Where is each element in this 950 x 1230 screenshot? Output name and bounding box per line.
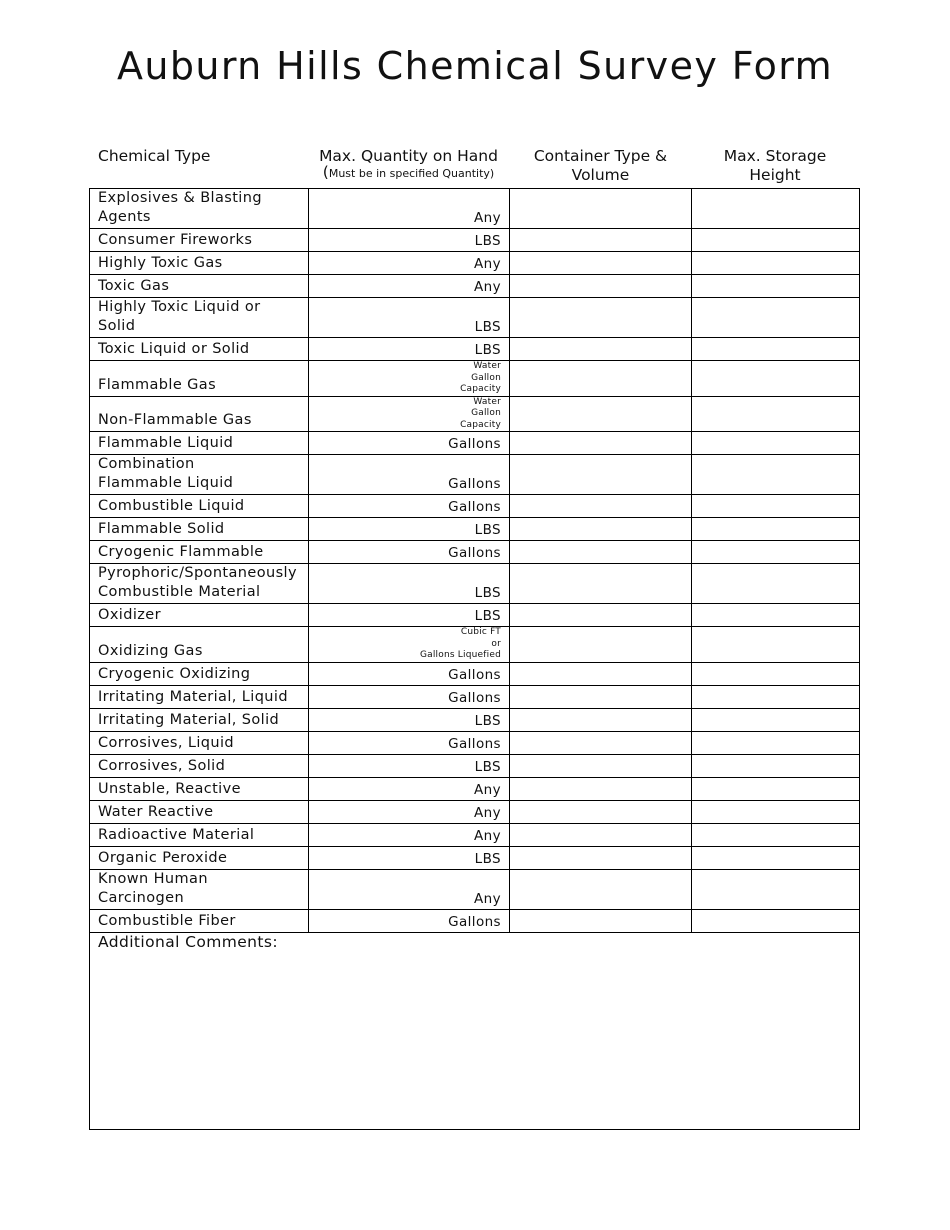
table-row xyxy=(90,662,860,685)
unit-line: Cubic FT xyxy=(460,627,501,637)
max-storage-height-cell[interactable] xyxy=(692,495,860,518)
max-quantity-unit-cell[interactable]: LBS xyxy=(309,298,510,338)
table-row xyxy=(90,777,860,800)
container-type-cell[interactable] xyxy=(510,685,692,708)
unit-line: Water xyxy=(473,361,501,371)
table-row xyxy=(90,455,860,495)
header-max-storage-height xyxy=(692,147,858,185)
container-type-cell[interactable] xyxy=(510,229,692,252)
max-storage-height-cell[interactable] xyxy=(692,361,860,397)
max-quantity-unit-cell[interactable]: Any xyxy=(309,800,510,823)
container-type-cell[interactable] xyxy=(510,495,692,518)
container-type-cell[interactable] xyxy=(510,731,692,754)
chemical-survey-table xyxy=(89,188,860,1130)
header-max-quantity-note-line xyxy=(308,163,509,181)
max-storage-height-cell[interactable] xyxy=(692,338,860,361)
max-storage-height-cell[interactable] xyxy=(692,229,860,252)
container-type-cell[interactable] xyxy=(510,564,692,604)
max-quantity-unit-cell[interactable]: Any xyxy=(309,869,510,909)
page-title: Auburn Hills Chemical Survey Form xyxy=(116,44,834,88)
additional-comments-label: Additional Comments: xyxy=(98,932,278,951)
max-storage-height-cell[interactable] xyxy=(692,396,860,432)
max-quantity-unit-cell[interactable] xyxy=(309,627,510,663)
container-type-cell[interactable] xyxy=(510,338,692,361)
table-row xyxy=(90,229,860,252)
chemical-type-cell: Flammable Solid xyxy=(90,518,309,541)
max-quantity-unit-cell[interactable]: Gallons xyxy=(309,541,510,564)
chemical-type-cell: Cryogenic Oxidizing xyxy=(90,662,309,685)
unit-line: Gallon xyxy=(471,372,501,383)
max-quantity-unit-cell[interactable]: Gallons xyxy=(309,662,510,685)
chemical-rows xyxy=(90,189,860,933)
chemical-type-cell: Toxic Gas xyxy=(90,275,309,298)
chemical-type-cell: Combination Flammable Liquid xyxy=(90,455,309,495)
max-quantity-unit-cell[interactable]: Any xyxy=(309,777,510,800)
unit-line: or xyxy=(491,638,501,649)
max-storage-height-cell[interactable] xyxy=(692,275,860,298)
container-type-cell[interactable] xyxy=(510,869,692,909)
max-quantity-unit-cell[interactable]: LBS xyxy=(309,708,510,731)
container-type-cell[interactable] xyxy=(510,708,692,731)
chemical-type-cell: Flammable Liquid xyxy=(90,432,309,455)
container-type-cell[interactable] xyxy=(510,800,692,823)
max-storage-height-cell[interactable] xyxy=(692,298,860,338)
chemical-type-cell: Non-Flammable Gas xyxy=(90,396,309,432)
container-type-cell[interactable] xyxy=(510,396,692,432)
chemical-type-cell: Radioactive Material xyxy=(90,823,309,846)
max-quantity-unit-cell[interactable] xyxy=(309,361,510,397)
table-row xyxy=(90,627,860,663)
chemical-type-cell: Irritating Material, Solid xyxy=(90,708,309,731)
chemical-type-cell: Water Reactive xyxy=(90,800,309,823)
max-quantity-unit-cell[interactable]: Any xyxy=(309,823,510,846)
max-quantity-unit-cell[interactable]: LBS xyxy=(309,229,510,252)
chemical-type-cell: Highly Toxic Gas xyxy=(90,252,309,275)
container-type-cell[interactable] xyxy=(510,455,692,495)
chemical-type-cell: Organic Peroxide xyxy=(90,846,309,869)
table-row xyxy=(90,604,860,627)
max-quantity-unit-cell[interactable]: LBS xyxy=(309,754,510,777)
table-row xyxy=(90,361,860,397)
container-type-cell[interactable] xyxy=(510,518,692,541)
unit-line: Gallon xyxy=(471,408,501,418)
max-quantity-unit-cell[interactable]: Gallons xyxy=(309,685,510,708)
table-row xyxy=(90,685,860,708)
table-row xyxy=(90,432,860,455)
container-type-cell[interactable] xyxy=(510,909,692,932)
container-type-cell[interactable] xyxy=(510,189,692,229)
chemical-type-cell: Known Human Carcinogen xyxy=(90,869,309,909)
table-row xyxy=(90,869,860,909)
table-row xyxy=(90,298,860,338)
table-row xyxy=(90,189,860,229)
max-storage-height-cell[interactable] xyxy=(692,708,860,731)
header-max-quantity-paren: ( xyxy=(322,163,329,181)
container-type-cell[interactable] xyxy=(510,627,692,663)
container-type-cell[interactable] xyxy=(510,754,692,777)
max-quantity-unit-cell[interactable]: LBS xyxy=(309,846,510,869)
container-type-cell[interactable] xyxy=(510,252,692,275)
table-row xyxy=(90,846,860,869)
additional-comments-field[interactable] xyxy=(90,932,860,1129)
max-storage-height-cell[interactable] xyxy=(692,564,860,604)
header-storage-line1: Max. Storage xyxy=(723,147,827,165)
max-storage-height-cell[interactable] xyxy=(692,909,860,932)
table-row xyxy=(90,338,860,361)
comments-row xyxy=(90,932,860,1129)
unit-line: Water xyxy=(473,396,501,407)
unit-line: Capacity xyxy=(460,419,501,430)
container-type-cell[interactable] xyxy=(510,823,692,846)
table-row xyxy=(90,396,860,432)
max-storage-height-cell[interactable] xyxy=(692,846,860,869)
table-row xyxy=(90,800,860,823)
table-row xyxy=(90,518,860,541)
chemical-type-cell: Cryogenic Flammable xyxy=(90,541,309,564)
max-storage-height-cell[interactable] xyxy=(692,252,860,275)
max-quantity-unit-cell[interactable]: LBS xyxy=(309,338,510,361)
unit-line: Gallons Liquefied xyxy=(419,650,501,660)
max-storage-height-cell[interactable] xyxy=(692,662,860,685)
max-storage-height-cell[interactable] xyxy=(692,604,860,627)
chemical-type-cell: Pyrophoric/Spontaneously Combustible Material xyxy=(90,564,309,604)
max-quantity-unit-cell[interactable]: Gallons xyxy=(309,731,510,754)
max-storage-height-cell[interactable] xyxy=(692,754,860,777)
container-type-cell[interactable] xyxy=(510,432,692,455)
max-storage-height-cell[interactable] xyxy=(692,455,860,495)
table-row xyxy=(90,275,860,298)
max-storage-height-cell[interactable] xyxy=(692,869,860,909)
chemical-type-cell: Flammable Gas xyxy=(90,361,309,397)
max-quantity-unit-cell[interactable]: Gallons xyxy=(309,432,510,455)
container-type-cell[interactable] xyxy=(510,846,692,869)
container-type-cell[interactable] xyxy=(510,662,692,685)
table-row xyxy=(90,909,860,932)
table-row xyxy=(90,495,860,518)
chemical-type-cell: Toxic Liquid or Solid xyxy=(90,338,309,361)
max-storage-height-cell[interactable] xyxy=(692,518,860,541)
max-quantity-unit-cell[interactable]: Gallons xyxy=(309,455,510,495)
header-container-line1: Container Type & xyxy=(533,147,668,165)
table-row xyxy=(90,252,860,275)
header-chemical-type: Chemical Type xyxy=(98,147,211,165)
max-quantity-unit-cell[interactable]: LBS xyxy=(309,604,510,627)
chemical-type-cell: Oxidizing Gas xyxy=(90,627,309,663)
max-storage-height-cell[interactable] xyxy=(692,823,860,846)
chemical-type-cell: Combustible Fiber xyxy=(90,909,309,932)
chemical-type-cell: Combustible Liquid xyxy=(90,495,309,518)
container-type-cell[interactable] xyxy=(510,361,692,397)
header-max-quantity xyxy=(308,147,509,180)
table-row xyxy=(90,823,860,846)
table-row xyxy=(90,731,860,754)
max-storage-height-cell[interactable] xyxy=(692,731,860,754)
chemical-type-cell: Consumer Fireworks xyxy=(90,229,309,252)
max-storage-height-cell[interactable] xyxy=(692,189,860,229)
chemical-type-cell: Irritating Material, Liquid xyxy=(90,685,309,708)
container-type-cell[interactable] xyxy=(510,604,692,627)
max-storage-height-cell[interactable] xyxy=(692,685,860,708)
max-quantity-unit-cell[interactable]: Gallons xyxy=(309,909,510,932)
max-storage-height-cell[interactable] xyxy=(692,777,860,800)
container-type-cell[interactable] xyxy=(510,541,692,564)
max-quantity-unit-cell[interactable]: Gallons xyxy=(309,495,510,518)
chemical-type-cell: Corrosives, Liquid xyxy=(90,731,309,754)
max-storage-height-cell[interactable] xyxy=(692,541,860,564)
container-type-cell[interactable] xyxy=(510,298,692,338)
unit-line: Capacity xyxy=(460,384,501,394)
max-storage-height-cell[interactable] xyxy=(692,432,860,455)
max-quantity-unit-cell[interactable]: Any xyxy=(309,275,510,298)
header-container-line2: Volume xyxy=(571,166,630,184)
max-quantity-unit-cell[interactable]: LBS xyxy=(309,518,510,541)
max-storage-height-cell[interactable] xyxy=(692,627,860,663)
chemical-type-cell: Highly Toxic Liquid or Solid xyxy=(90,298,309,338)
chemical-type-cell: Unstable, Reactive xyxy=(90,777,309,800)
header-max-quantity-label: Max. Quantity on Hand xyxy=(319,147,498,165)
table-row xyxy=(90,754,860,777)
container-type-cell[interactable] xyxy=(510,275,692,298)
header-storage-line2: Height xyxy=(749,166,801,184)
chemical-type-cell: Corrosives, Solid xyxy=(90,754,309,777)
max-quantity-unit-cell[interactable]: Any xyxy=(309,189,510,229)
table-row xyxy=(90,541,860,564)
header-max-quantity-note: Must be in specified Quantity) xyxy=(328,167,495,180)
chemical-type-cell: Explosives & Blasting Agents xyxy=(90,189,309,229)
max-storage-height-cell[interactable] xyxy=(692,800,860,823)
table-row xyxy=(90,564,860,604)
chemical-type-cell: Oxidizer xyxy=(90,604,309,627)
container-type-cell[interactable] xyxy=(510,777,692,800)
header-container-type xyxy=(509,147,692,185)
max-quantity-unit-cell[interactable]: Any xyxy=(309,252,510,275)
max-quantity-unit-cell[interactable] xyxy=(309,396,510,432)
max-quantity-unit-cell[interactable]: LBS xyxy=(309,564,510,604)
table-row xyxy=(90,708,860,731)
